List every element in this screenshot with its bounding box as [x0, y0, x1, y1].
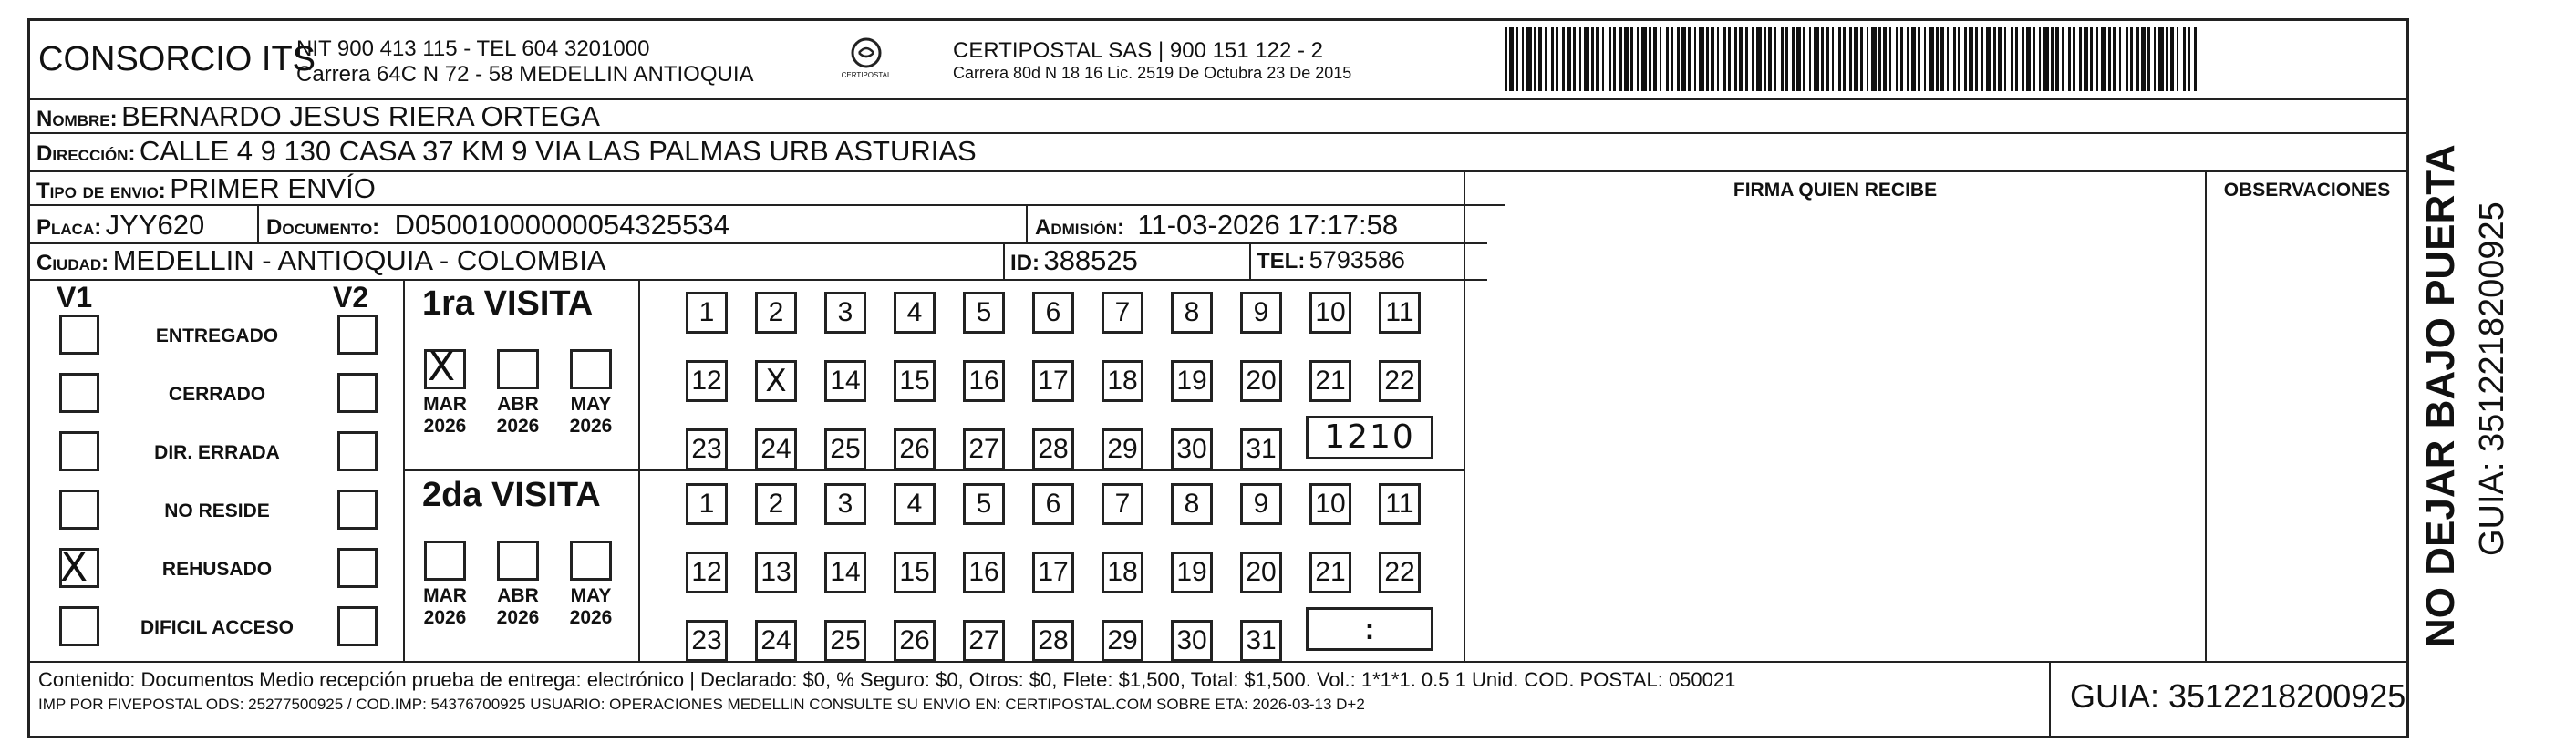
visit2-day-box[interactable]: 11 — [1379, 483, 1421, 525]
visit2-day-box[interactable]: 8 — [1171, 483, 1213, 525]
visit2-day-box[interactable]: 30 — [1171, 620, 1213, 662]
visit2-day-box[interactable]: 10 — [1309, 483, 1351, 525]
visit2-day-box[interactable]: 2 — [755, 483, 797, 525]
visit1-day-box[interactable]: 22 — [1379, 360, 1421, 402]
v2-checkbox[interactable] — [337, 431, 378, 471]
visit1-day-box[interactable]: 21 — [1309, 360, 1351, 402]
visit2-day-box[interactable]: 22 — [1379, 552, 1421, 593]
v2-checkbox[interactable] — [337, 315, 378, 355]
certipostal-line2: Carrera 80d N 18 16 Lic. 2519 De Octubra 23 De 2015 — [953, 64, 1352, 82]
company-nit: NIT 900 413 115 - TEL 604 3201000 — [296, 36, 650, 61]
direccion-value: CALLE 4 9 130 CASA 37 KM 9 VIA LAS PALMAS URB ASTURIAS — [139, 135, 977, 167]
visit1-day-box[interactable]: 26 — [894, 428, 936, 470]
nombre-label: Nombre: — [36, 107, 118, 131]
admision-label: Admisión: — [1035, 215, 1125, 240]
visit2-month-checkbox[interactable] — [497, 541, 539, 581]
v2-checkbox[interactable] — [337, 490, 378, 530]
visit1-day-box[interactable]: 24 — [755, 428, 797, 470]
certipostal-line1: CERTIPOSTAL SAS | 900 151 122 - 2 — [953, 38, 1323, 63]
visit1-time: 1210 — [1324, 418, 1415, 456]
status-label: CERRADO — [168, 384, 266, 405]
visit1-day-box[interactable]: 9 — [1240, 292, 1282, 334]
visit2-day-box[interactable]: 6 — [1032, 483, 1074, 525]
direccion-row — [36, 135, 977, 168]
observaciones-header: OBSERVACIONES — [2223, 180, 2391, 201]
visit1-day-box[interactable]: 25 — [824, 428, 866, 470]
admision-value: 11-03-2026 17:17:58 — [1137, 209, 1399, 241]
visit2-day-box[interactable]: 25 — [824, 620, 866, 662]
status-label: NO RESIDE — [164, 500, 270, 521]
logo-text: CERTIPOSTAL — [841, 71, 892, 79]
visit2-day-box[interactable]: 21 — [1309, 552, 1351, 593]
visit2-day-box[interactable]: 12 — [686, 552, 728, 593]
visit1-month-mark: X — [428, 344, 456, 390]
ciudad-field — [36, 244, 606, 277]
visit2-year-label: 2026 — [423, 607, 467, 628]
visit2-month-checkbox[interactable] — [424, 541, 466, 581]
documento-field — [266, 209, 729, 242]
company-address: Carrera 64C N 72 - 58 MEDELLIN ANTIOQUIA — [296, 62, 754, 87]
visit2-day-box[interactable]: 4 — [894, 483, 936, 525]
tipo-value: PRIMER ENVÍO — [170, 172, 376, 204]
visit1-day-box[interactable]: 7 — [1102, 292, 1143, 334]
visit1-day-box[interactable]: 28 — [1032, 428, 1074, 470]
admision-field — [1035, 209, 1398, 242]
visit1-day-box[interactable]: 11 — [1379, 292, 1421, 334]
v1-checkbox[interactable] — [59, 606, 99, 646]
tipo-row — [36, 172, 376, 205]
visit2-month-label: MAR — [423, 585, 467, 606]
id-value: 388525 — [1043, 244, 1138, 276]
firma-header: FIRMA QUIEN RECIBE — [1733, 180, 1938, 201]
visit1-day-box[interactable]: 31 — [1240, 428, 1282, 470]
visit1-day-box[interactable]: 5 — [963, 292, 1005, 334]
visit2-day-box[interactable]: 16 — [963, 552, 1005, 593]
visit1-day-box[interactable]: 30 — [1171, 428, 1213, 470]
visit1-day-box[interactable]: 8 — [1171, 292, 1213, 334]
documento-value: D05001000000054325534 — [394, 209, 729, 241]
visit2-day-box[interactable]: 24 — [755, 620, 797, 662]
visit1-day-box[interactable]: 20 — [1240, 360, 1282, 402]
visit1-day-box[interactable]: 14 — [824, 360, 866, 402]
certipostal-logo — [839, 35, 894, 86]
visit2-day-box[interactable]: 27 — [963, 620, 1005, 662]
v2-label: V2 — [333, 281, 369, 314]
v1-checkbox[interactable] — [59, 315, 99, 355]
visit2-time-box[interactable] — [1306, 607, 1433, 651]
id-field — [1010, 244, 1138, 277]
visit2-day-box[interactable]: 18 — [1102, 552, 1143, 593]
direccion-label: Dirección: — [36, 141, 136, 166]
visit2-month-label: ABR — [497, 585, 539, 606]
footer-line1: Contenido: Documentos Medio recepción prueba de entrega: electrónico | Declarado: $0, % Seguro: $0, Otros: $0, Flete: $1,500, Total: $1,500. Vol.: 1*1*1. 0.5 1 Unid. COD. POSTAL: 050021 — [38, 668, 1736, 691]
placa-field — [36, 209, 204, 242]
visit2-title: 2da VISITA — [422, 476, 601, 514]
visit1-day-box[interactable]: 17 — [1032, 360, 1074, 402]
visit2-year-label: 2026 — [496, 607, 540, 628]
visit1-year-label: 2026 — [423, 416, 467, 437]
observaciones-area[interactable] — [2207, 206, 2406, 660]
visit1-day-box[interactable]: 12 — [686, 360, 728, 402]
visit2-month-checkbox[interactable] — [570, 541, 612, 581]
v1-checkbox[interactable] — [59, 431, 99, 471]
visit2-day-box[interactable]: 29 — [1102, 620, 1143, 662]
v2-checkbox[interactable] — [337, 373, 378, 413]
side-title: NO DEJAR BAJO PUERTA — [2418, 144, 2463, 647]
visit1-day-box[interactable]: 4 — [894, 292, 936, 334]
v1-checkbox[interactable] — [59, 490, 99, 530]
visit1-month-checkbox[interactable] — [497, 349, 539, 389]
visit1-day-box[interactable]: 15 — [894, 360, 936, 402]
visit1-day-box[interactable]: 23 — [686, 428, 728, 470]
visit1-month-label: MAR — [423, 394, 467, 415]
visit1-day-box[interactable]: 16 — [963, 360, 1005, 402]
visit2-day-box[interactable]: 15 — [894, 552, 936, 593]
documento-label: Documento: — [266, 215, 380, 240]
visit2-day-box[interactable]: 17 — [1032, 552, 1074, 593]
tel-label: TEL: — [1257, 249, 1306, 273]
v1-label: V1 — [57, 281, 93, 314]
visit2-day-box[interactable]: 3 — [824, 483, 866, 525]
company-name: CONSORCIO ITS — [38, 40, 316, 78]
visit1-time-box[interactable] — [1306, 416, 1433, 459]
visit1-day-box[interactable]: 10 — [1309, 292, 1351, 334]
footer-line2: IMP POR FIVEPOSTAL ODS: 25277500925 / COD.IMP: 54376700925 USUARIO: OPERACIONES MEDELLIN CONSULTE SU ENVIO EN: CERTIPOSTAL.COM SOBRE ETA: 2026-03-13 D+2 — [38, 696, 1365, 713]
tel-value: 5793586 — [1309, 246, 1405, 273]
ciudad-value: MEDELLIN - ANTIOQUIA - COLOMBIA — [112, 244, 606, 276]
footer-guia: GUIA: 3512218200925 — [2070, 677, 2406, 715]
visit2-day-box[interactable]: 1 — [686, 483, 728, 525]
visit2-month-label: MAY — [570, 585, 612, 606]
status-label: DIFICIL ACCESO — [140, 617, 294, 638]
visit2-day-box[interactable]: 23 — [686, 620, 728, 662]
status-label: REHUSADO — [161, 559, 273, 580]
visit1-day-box[interactable]: 18 — [1102, 360, 1143, 402]
visit2-day-box[interactable]: 5 — [963, 483, 1005, 525]
nombre-row — [36, 100, 600, 133]
visit2-day-box[interactable]: 14 — [824, 552, 866, 593]
visit2-day-box[interactable]: 9 — [1240, 483, 1282, 525]
placa-label: Placa: — [36, 215, 102, 240]
v1-checkbox[interactable] — [59, 373, 99, 413]
visit1-day-box[interactable]: 2 — [755, 292, 797, 334]
status-label: ENTREGADO — [155, 325, 279, 346]
firma-area[interactable] — [1465, 206, 2204, 660]
visit1-year-label: 2026 — [496, 416, 540, 437]
visit1-day-box[interactable]: 1 — [686, 292, 728, 334]
visit2-day-box[interactable]: 20 — [1240, 552, 1282, 593]
visit2-day-box[interactable]: 26 — [894, 620, 936, 662]
nombre-value: BERNARDO JESUS RIERA ORTEGA — [121, 100, 600, 132]
visit2-time: : — [1364, 613, 1375, 645]
visit2-day-box[interactable]: 19 — [1171, 552, 1213, 593]
visit2-day-box[interactable]: 13 — [755, 552, 797, 593]
side-guia: GUIA: 3512218200925 — [2473, 201, 2511, 556]
visit2-day-box[interactable]: 28 — [1032, 620, 1074, 662]
visit1-day-box[interactable]: 3 — [824, 292, 866, 334]
visit1-month-checkbox[interactable] — [570, 349, 612, 389]
visit1-day-box[interactable]: 27 — [963, 428, 1005, 470]
visit1-day-box[interactable]: 6 — [1032, 292, 1074, 334]
barcode — [1505, 27, 2207, 91]
visit1-day-box[interactable]: X — [755, 360, 797, 402]
visit1-day-box[interactable]: 29 — [1102, 428, 1143, 470]
status-label: DIR. ERRADA — [154, 442, 280, 463]
visit1-title: 1ra VISITA — [422, 284, 594, 323]
visit1-month-label: MAY — [570, 394, 612, 415]
id-label: ID: — [1010, 251, 1040, 275]
visit1-month-label: ABR — [497, 394, 539, 415]
visit1-day-box[interactable]: 19 — [1171, 360, 1213, 402]
v1-check-mark: X — [60, 544, 88, 591]
tipo-label: Tipo de envio: — [36, 179, 166, 203]
tel-field — [1257, 246, 1405, 274]
v2-checkbox[interactable] — [337, 548, 378, 588]
visit1-year-label: 2026 — [569, 416, 613, 437]
visit2-day-box[interactable]: 7 — [1102, 483, 1143, 525]
visit2-year-label: 2026 — [569, 607, 613, 628]
v2-checkbox[interactable] — [337, 606, 378, 646]
placa-value: JYY620 — [105, 209, 205, 241]
ciudad-label: Ciudad: — [36, 251, 109, 275]
visit2-day-box[interactable]: 31 — [1240, 620, 1282, 662]
